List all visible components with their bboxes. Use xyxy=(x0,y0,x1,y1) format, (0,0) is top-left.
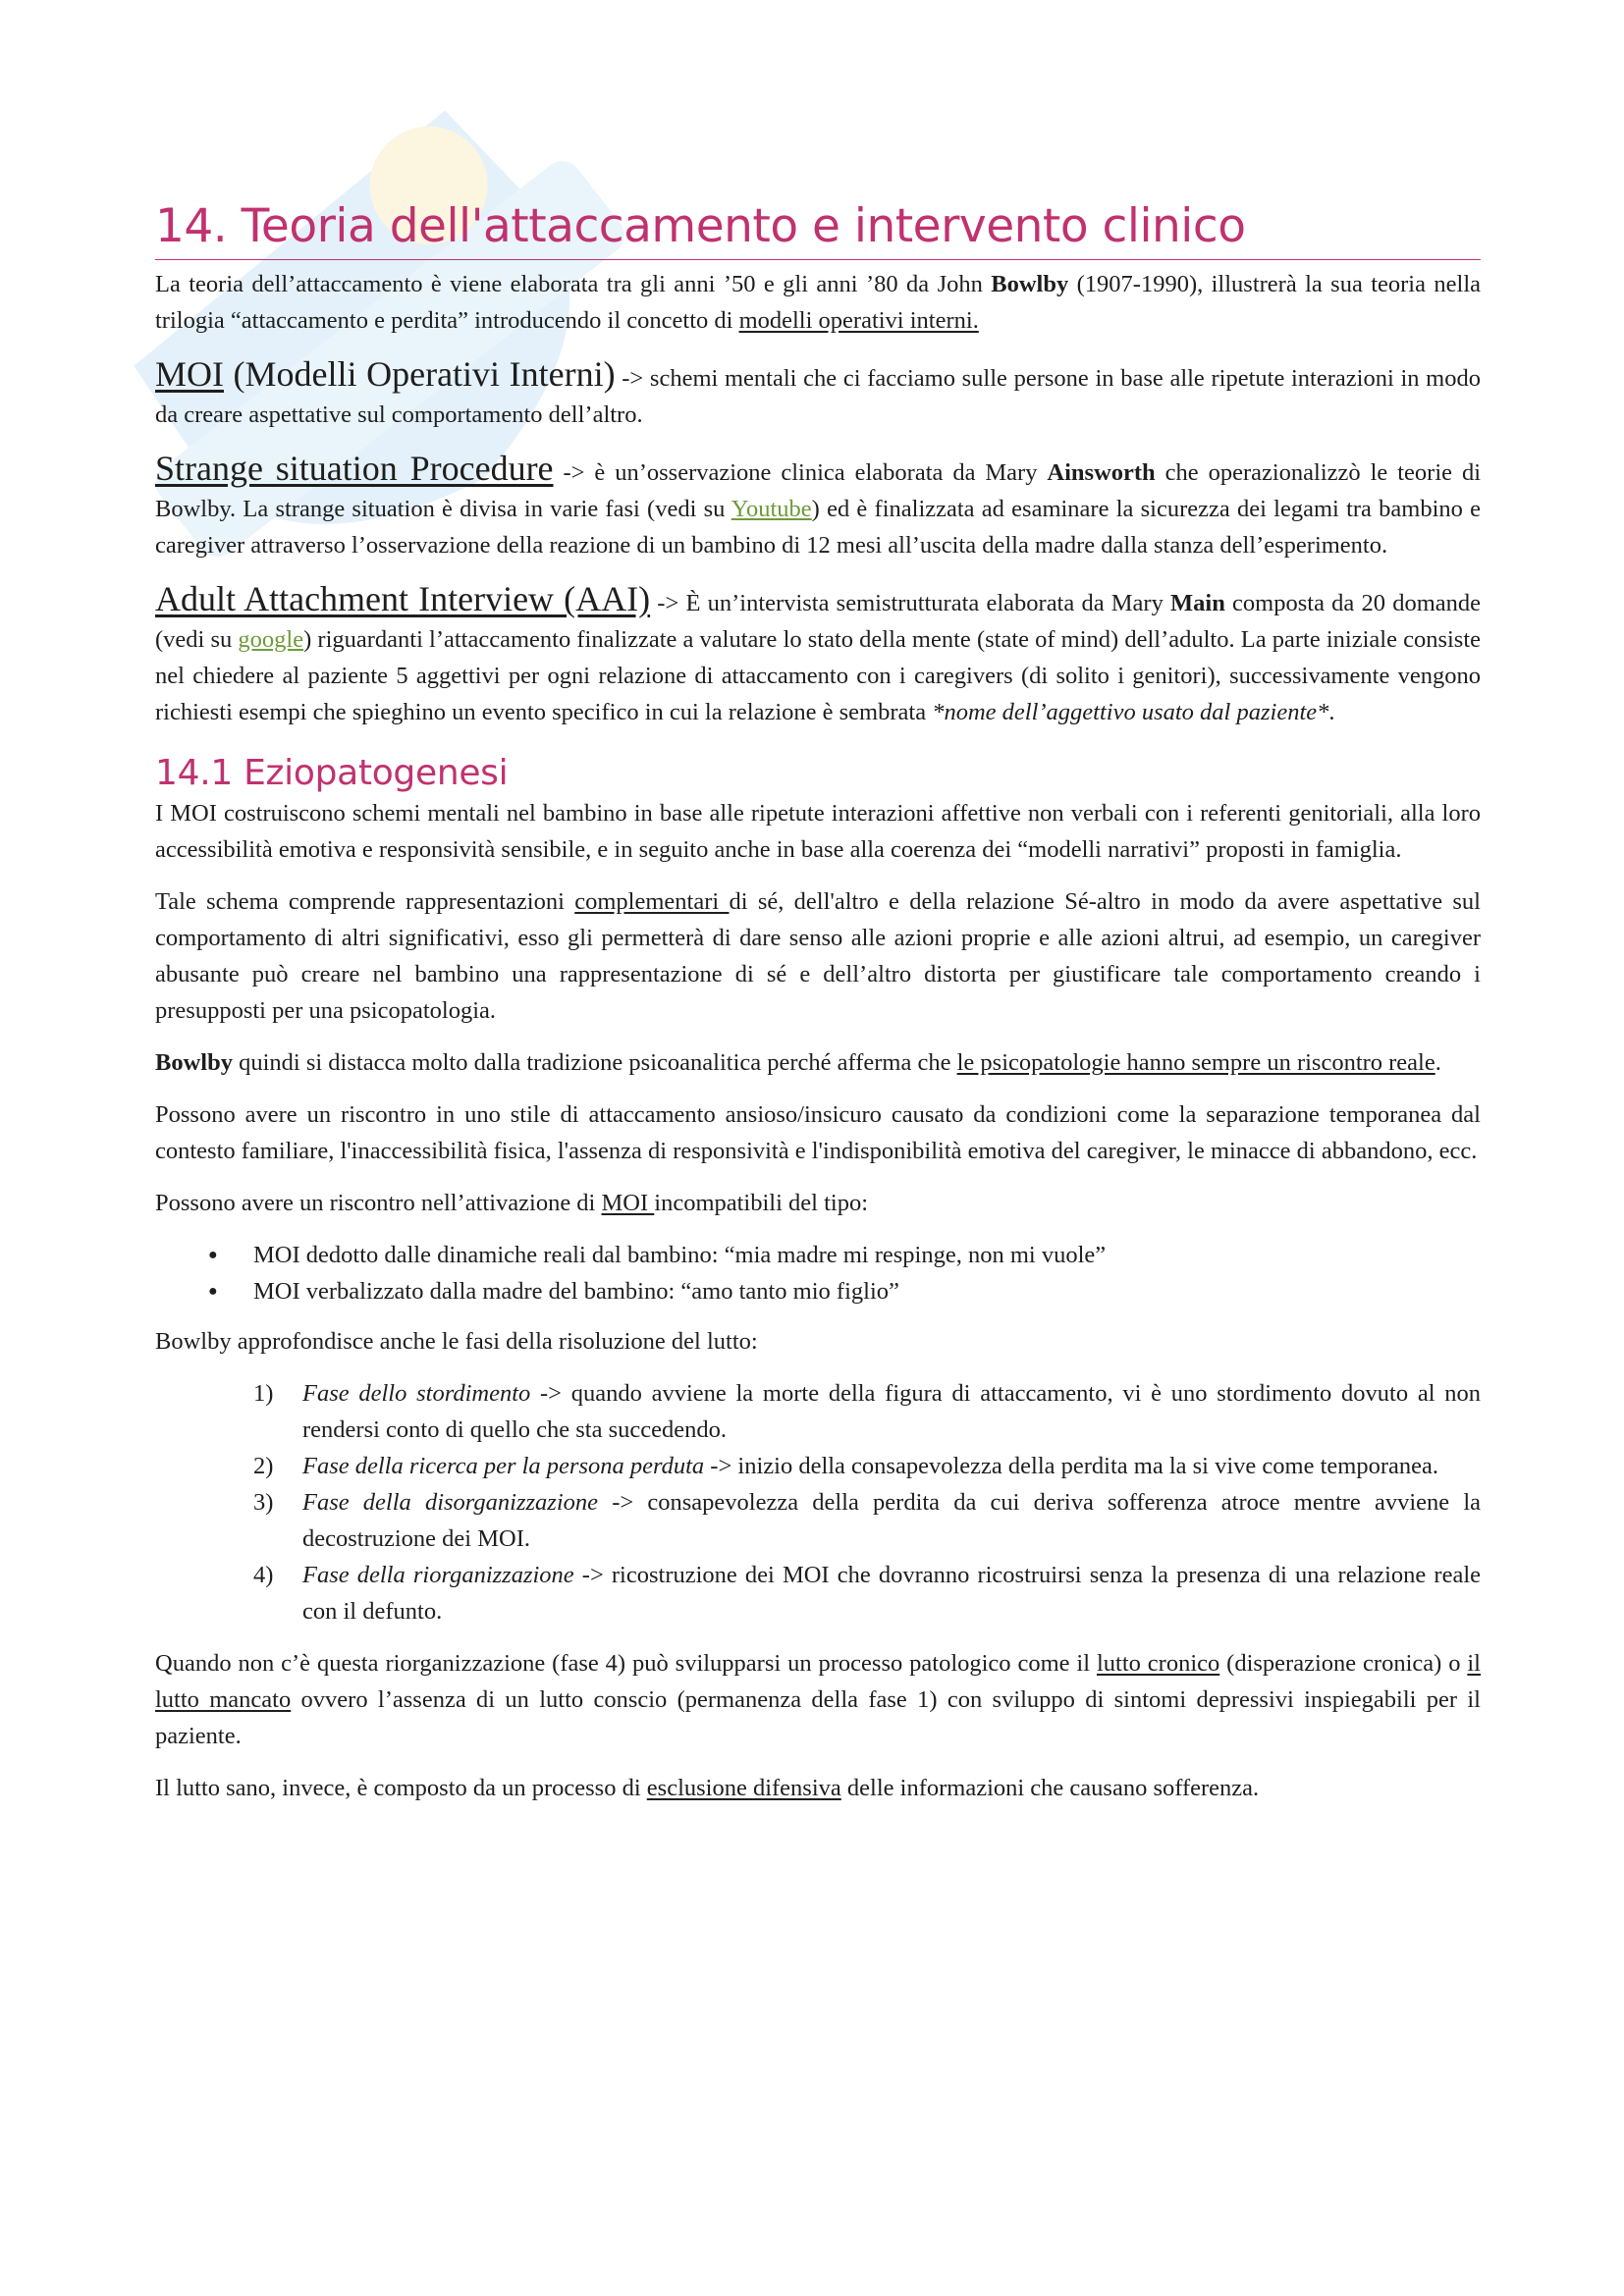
moi-term: MOI xyxy=(155,354,224,394)
paragraph-moi-schemi: I MOI costruiscono schemi mentali nel bambino in base alle ripetute interazioni affettive non verbali con i referenti genitoriali, alla loro accessibilità emotiva e responsività sensibile, e in seguito anche in base alla coerenza dei “modelli narrativi” proposti in famiglia. xyxy=(155,800,1481,863)
paragraph-attivazione: Possono avere un riscontro nell’attivazione di MOI incompatibili del tipo: xyxy=(155,1190,869,1216)
list-item: ● MOI verbalizzato dalla madre del bambino: “amo tanto mio figlio” xyxy=(253,1273,1481,1309)
paragraph-riscontro: Possono avere un riscontro in uno stile di attaccamento ansioso/insicuro causato da condizioni come la separazione temporanea dal contesto familiare, l'inaccessibilità fisica, l'assenza di responsività e l'indisponibilità emotiva del caregiver, le minacce di abbandono, ecc. xyxy=(155,1101,1481,1164)
term-modelli-operativi: modelli operativi interni. xyxy=(738,307,979,334)
name-bowlby: Bowlby xyxy=(991,271,1069,297)
paragraph-schema: Tale schema comprende rappresentazioni complementari di sé, dell'altro e della relazione Sé-altro in modo da avere aspettative sul comportamento di altri significativi, esso gli permetterà di dare senso alle azioni proprie e alle azioni altrui, ad esempio, un caregiver abusante può creare nel bambino una rappresentazione di sé e dell’altro distorta per giustificare tale comportamento creando i presupposti per una psicopatologia. xyxy=(155,888,1481,1024)
document-page xyxy=(155,196,1481,1822)
moi-paragraph: MOI (Modelli Operativi Interni) -> schemi mentali che ci facciamo sulle persone in base alle ripetute interazioni in modo da creare aspettative sul comportamento dell’altro. xyxy=(155,354,1481,428)
aai-paragraph: Adult Attachment Interview (AAI) -> È un’intervista semistrutturata elaborata da Mary Main composta da 20 domande (vedi su google) riguardanti l’attaccamento finalizzate a valutare lo stato della mente (state of mind) dell’adulto. La parte iniziale consiste nel chiedere al paziente 5 aggettivi per ogni relazione di attaccamento con i caregivers (di solito i genitori), successivamente vengono richiesti esempi che spieghino un evento specifico in cui la relazione è sembrata *nome dell’aggettivo usato dal paziente*. xyxy=(155,579,1482,725)
list-item: 2) Fase della ricerca per la persona perduta -> inizio della consapevolezza della perdita ma la si vive come temporanea. xyxy=(253,1453,1438,1479)
google-link[interactable]: google xyxy=(238,626,304,653)
paragraph-lutto-patologico: Quando non c’è questa riorganizzazione (fase 4) può svilupparsi un processo patologico come il lutto cronico (disperazione cronica) o il lutto mancato ovvero l’assenza di un lutto conscio (permanenza della fase 1) con sviluppo di sintomi depressivi inspiegabili per il paziente. xyxy=(155,1650,1481,1749)
list-item: ● MOI dedotto dalle dinamiche reali dal bambino: “mia madre mi respinge, non mi vuole” xyxy=(253,1237,1481,1273)
page-title: 14. Teoria dell'attaccamento e intervento clinico xyxy=(155,196,1481,260)
youtube-link[interactable]: Youtube xyxy=(731,496,812,522)
name-main: Main xyxy=(1170,590,1225,616)
strange-situation-term: Strange situation Procedure xyxy=(155,449,554,488)
paragraph-bowlby: Bowlby quindi si distacca molto dalla tradizione psicoanalitica perché afferma che le psicopatologie hanno sempre un riscontro reale. xyxy=(155,1049,1441,1076)
aai-term: Adult Attachment Interview (AAI) xyxy=(155,579,651,618)
strange-situation-paragraph: Strange situation Procedure -> è un’osservazione clinica elaborata da Mary Ainsworth che operazionalizzò le teorie di Bowlby. La strange situation è divisa in varie fasi (vedi su Youtube) ed è finalizzata ad esaminare la sicurezza dei legami tra bambino e caregiver attraverso l’osservazione della reazione di un bambino di 12 mesi all’uscita della madre dalla stanza dell’esperimento. xyxy=(155,449,1481,559)
moi-bullet-list xyxy=(155,1237,1481,1309)
list-item: 3) Fase della disorganizzazione -> consapevolezza della perdita da cui deriva sofferenza atroce mentre avviene la decostruzione dei MOI. xyxy=(253,1489,1482,1552)
list-item: 4) Fase della riorganizzazione -> ricostruzione dei MOI che dovranno ricostruirsi senza la presenza di una relazione reale con il defunto. xyxy=(253,1562,1482,1625)
phases-list xyxy=(155,1375,1481,1629)
paragraph-fasi-lutto: Bowlby approfondisce anche le fasi della risoluzione del lutto: xyxy=(155,1328,758,1355)
section-title-eziopatogenesi: 14.1 Eziopatogenesi xyxy=(155,753,509,793)
paragraph-lutto-sano: Il lutto sano, invece, è composto da un processo di esclusione difensiva delle informazioni che causano sofferenza. xyxy=(155,1775,1260,1801)
intro-paragraph: La teoria dell’attaccamento è viene elaborata tra gli anni ’50 e gli anni ’80 da John Bowlby (1907-1990), illustrerà la sua teoria nella trilogia “attaccamento e perdita” introducendo il concetto di modelli operativi interni. xyxy=(155,271,1481,334)
name-ainsworth: Ainsworth xyxy=(1047,459,1156,486)
list-item: 1) Fase dello stordimento -> quando avviene la morte della figura di attaccamento, vi è uno stordimento dovuto al non rendersi conto di quello che sta succedendo. xyxy=(253,1380,1481,1443)
